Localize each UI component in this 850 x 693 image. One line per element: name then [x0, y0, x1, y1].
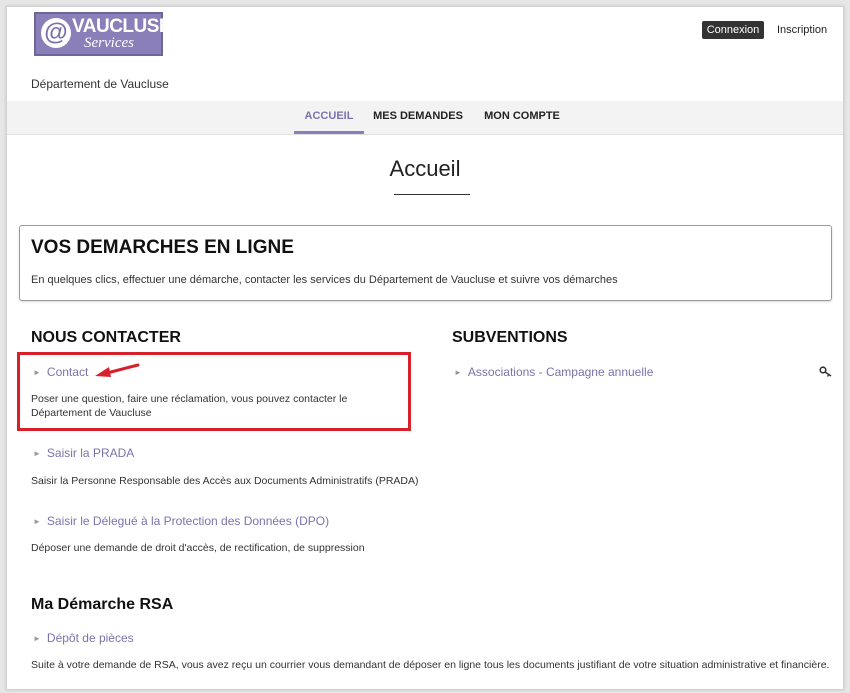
- subventions-section-heading: SUBVENTIONS: [452, 329, 568, 346]
- nav-tab-mon-compte[interactable]: MON COMPTE: [484, 110, 560, 122]
- logo-text-main: VAUCLUSE: [72, 16, 172, 37]
- associations-link-label: Associations - Campagne annuelle: [467, 365, 654, 379]
- triangle-right-icon: ►: [33, 517, 41, 526]
- demarches-banner: [19, 225, 832, 301]
- main-nav: [7, 101, 843, 135]
- demarches-description: En quelques clics, effectuer une démarche, contacter les services du Département de Vaucluse et suivre vos démarches: [31, 274, 618, 286]
- nav-tab-mes-demandes[interactable]: MES DEMANDES: [373, 110, 463, 122]
- depot-pieces-link[interactable]: [33, 631, 134, 645]
- vaucluse-services-logo[interactable]: [34, 12, 172, 56]
- prada-link[interactable]: [33, 446, 134, 460]
- demarches-heading: VOS DEMARCHES EN LIGNE: [31, 237, 294, 258]
- triangle-right-icon: ►: [33, 368, 41, 377]
- red-arrow-icon: [93, 362, 141, 380]
- triangle-right-icon: ►: [33, 634, 41, 643]
- dpo-link[interactable]: [33, 514, 329, 528]
- triangle-right-icon: ►: [454, 368, 462, 377]
- key-icon: [819, 366, 833, 378]
- dpo-description: Déposer une demande de droit d'accès, de rectification, de suppression: [31, 542, 365, 554]
- highlight-annotation-box: [17, 352, 411, 431]
- connexion-button[interactable]: Connexion: [702, 21, 764, 39]
- associations-link[interactable]: [454, 365, 653, 379]
- title-underline: [394, 194, 470, 195]
- page-title: Accueil: [389, 156, 461, 181]
- nav-tab-accueil[interactable]: ACCUEIL: [294, 101, 364, 134]
- prada-link-label: Saisir la PRADA: [46, 446, 135, 460]
- depot-pieces-description: Suite à votre demande de RSA, vous avez reçu un courrier vous demandant de déposer en ligne tous les documents justifiant de votre situation administrative et financière.: [31, 659, 830, 671]
- department-title: Département de Vaucluse: [31, 77, 169, 91]
- at-sign-icon: @: [41, 18, 71, 48]
- contact-link-label: Contact: [46, 365, 89, 379]
- contact-description: Poser une question, faire une réclamation, vous pouvez contacter le Département de Vaucluse: [31, 393, 348, 419]
- triangle-right-icon: ►: [33, 449, 41, 458]
- contact-section-heading: NOUS CONTACTER: [31, 329, 181, 346]
- page-frame: [6, 6, 844, 690]
- logo-text-sub: Services: [84, 35, 134, 51]
- dpo-link-label: Saisir le Délegué à la Protection des Données (DPO): [46, 514, 330, 528]
- depot-pieces-link-label: Dépôt de pièces: [46, 631, 134, 645]
- rsa-section-heading: Ma Démarche RSA: [31, 596, 174, 613]
- prada-description: Saisir la Personne Responsable des Accès aux Documents Administratifs (PRADA): [31, 475, 419, 487]
- inscription-link[interactable]: Inscription: [777, 24, 828, 36]
